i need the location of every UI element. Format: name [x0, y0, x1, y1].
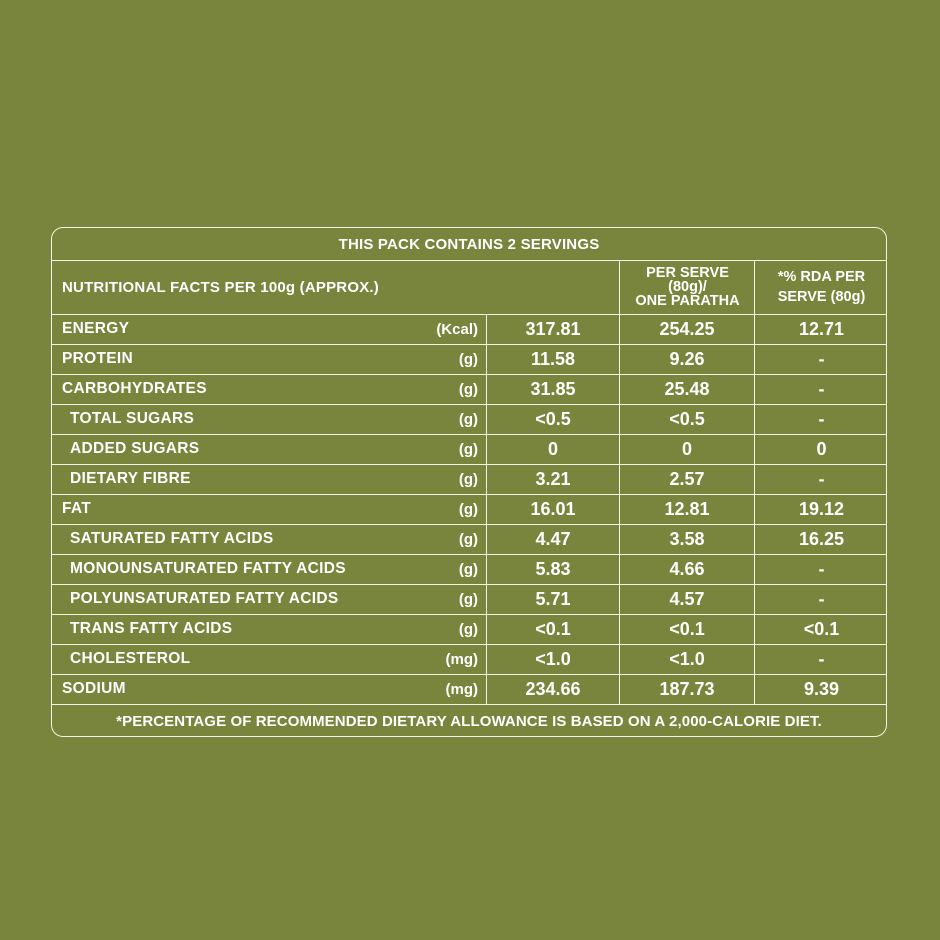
header-rda-line: *% RDA PER	[777, 269, 866, 285]
value-per-serve: 187.73	[659, 678, 715, 699]
nutrient-name: PROTEIN	[62, 350, 133, 367]
value-per-100g: <1.0	[535, 648, 571, 669]
value-rda: -	[818, 588, 825, 609]
value-per-serve: <0.1	[669, 618, 705, 639]
header-label: NUTRITIONAL FACTS PER 100g (APPROX.)	[62, 278, 379, 296]
value-per-100g: 3.21	[535, 468, 571, 489]
value-per-100g: 16.01	[530, 498, 576, 519]
value-rda: -	[818, 408, 825, 429]
nutrient-unit: (g)	[458, 590, 478, 608]
value-rda: 9.39	[803, 678, 840, 699]
value-per-100g: 11.58	[530, 348, 576, 369]
nutrient-unit: (g)	[458, 620, 478, 638]
value-per-100g: 0	[547, 438, 558, 459]
value-per-serve: 0	[681, 438, 692, 459]
value-rda: 16.25	[798, 528, 845, 549]
nutrient-name: CHOLESTEROL	[70, 650, 191, 667]
nutrient-unit: (g)	[458, 440, 478, 458]
header-per-serve-line: (80g)/	[668, 279, 707, 295]
header-per-serve-line: PER SERVE	[646, 265, 729, 281]
nutrient-name: TOTAL SUGARS	[70, 410, 195, 427]
value-per-100g: 31.85	[530, 378, 576, 399]
value-rda: 19.12	[798, 498, 845, 519]
value-per-serve: 254.25	[659, 318, 715, 339]
nutrient-name: FAT	[62, 500, 92, 517]
value-per-serve: <1.0	[669, 648, 705, 669]
value-per-100g: <0.5	[535, 408, 571, 429]
value-rda: -	[818, 378, 825, 399]
header-per-serve	[621, 262, 754, 312]
value-rda: -	[818, 648, 825, 669]
nutrient-name: DIETARY FIBRE	[70, 470, 191, 487]
header-rda	[755, 262, 888, 312]
value-rda: -	[818, 468, 825, 489]
nutrient-name: SATURATED FATTY ACIDS	[70, 530, 274, 547]
divider	[52, 260, 886, 261]
nutrient-name: ENERGY	[62, 320, 130, 337]
nutrient-unit: (g)	[458, 350, 478, 368]
value-per-100g: 234.66	[525, 678, 581, 699]
nutrient-name: TRANS FATTY ACIDS	[70, 620, 233, 637]
nutrient-unit: (g)	[458, 380, 478, 398]
value-per-100g: 4.47	[535, 528, 571, 549]
value-per-100g: <0.1	[535, 618, 571, 639]
value-rda: -	[818, 348, 825, 369]
nutrient-unit: (Kcal)	[436, 320, 478, 338]
value-per-serve: 9.26	[669, 348, 705, 369]
value-per-serve: 12.81	[664, 498, 710, 519]
nutrient-name: POLYUNSATURATED FATTY ACIDS	[70, 590, 339, 607]
header-rda-line: SERVE (80g)	[777, 289, 866, 305]
value-rda: 0	[816, 438, 827, 459]
nutrient-unit: (g)	[458, 470, 478, 488]
value-rda: 12.71	[798, 318, 845, 339]
value-rda: <0.1	[803, 618, 840, 639]
footnote: *PERCENTAGE OF RECOMMENDED DIETARY ALLOWANCE IS BASED ON A 2,000-CALORIE DIET.	[116, 712, 822, 730]
nutrient-unit: (mg)	[445, 650, 478, 668]
value-per-serve: 25.48	[664, 378, 710, 399]
value-per-100g: 317.81	[525, 318, 581, 339]
nutrient-unit: (g)	[458, 560, 478, 578]
nutrient-name: CARBOHYDRATES	[62, 380, 207, 397]
value-per-serve: 2.57	[669, 468, 705, 489]
nutrient-name: SODIUM	[62, 680, 126, 697]
nutrient-name: ADDED SUGARS	[70, 440, 200, 457]
divider	[52, 704, 886, 705]
value-per-serve: 4.66	[669, 558, 705, 579]
value-per-serve: 4.57	[669, 588, 705, 609]
nutrient-unit: (g)	[458, 500, 478, 518]
value-per-serve: <0.5	[669, 408, 705, 429]
value-per-100g: 5.71	[535, 588, 571, 609]
nutrient-unit: (g)	[458, 410, 478, 428]
value-per-serve: 3.58	[669, 528, 705, 549]
nutrient-unit: (mg)	[445, 680, 478, 698]
nutrient-name: MONOUNSATURATED FATTY ACIDS	[70, 560, 346, 577]
value-rda: -	[818, 558, 825, 579]
value-per-100g: 5.83	[535, 558, 571, 579]
header-per-serve-line: ONE PARATHA	[635, 293, 740, 309]
nutrient-unit: (g)	[458, 530, 478, 548]
nutrition-table	[51, 227, 887, 737]
servings-title: THIS PACK CONTAINS 2 SERVINGS	[338, 235, 600, 253]
